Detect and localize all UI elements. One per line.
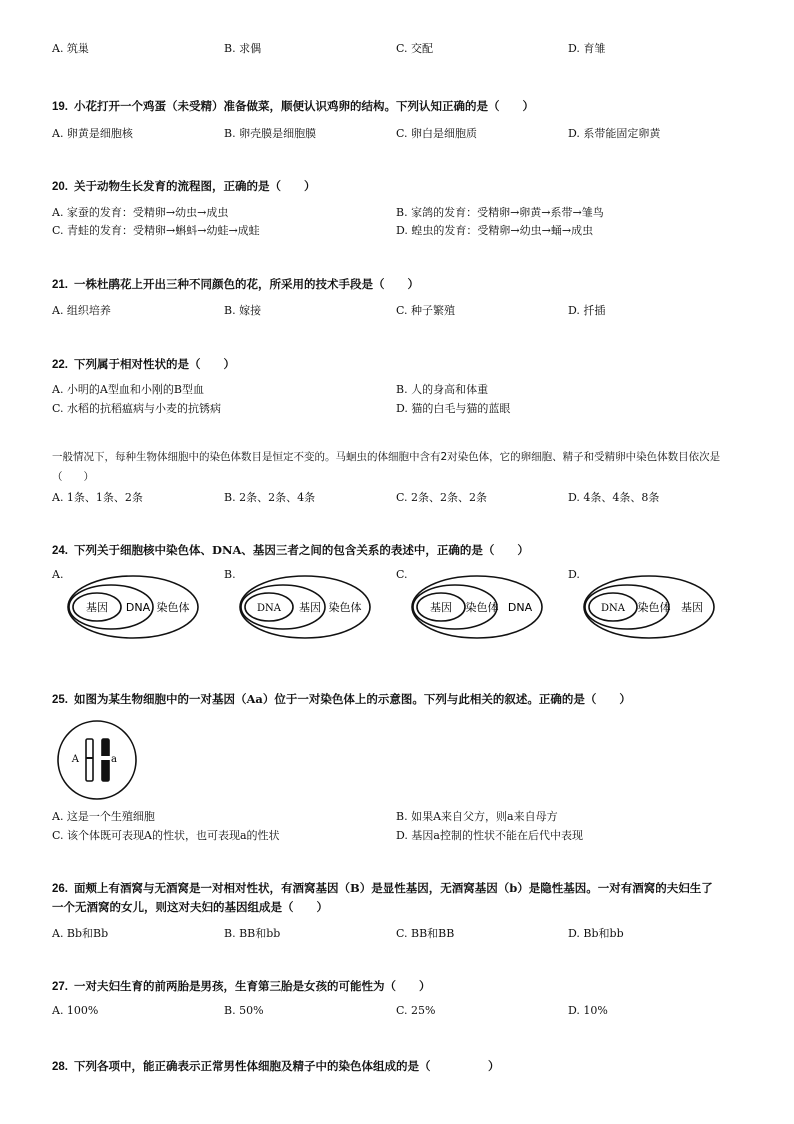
- nested-ellipse-diagram-a[interactable]: [66, 574, 200, 640]
- inner-label: 基因: [430, 601, 452, 614]
- option-b[interactable]: B. 家鸽的发育：受精卵→卵黄→系带→雏鸟: [396, 206, 604, 219]
- question-22-options-row2: [52, 400, 752, 416]
- option-b[interactable]: B. 人的身高和体重: [396, 383, 489, 396]
- inner-label: 基因: [86, 601, 108, 614]
- nested-ellipse-diagram-d[interactable]: [582, 574, 716, 640]
- question-23-stem-line2: （ ）: [52, 471, 94, 483]
- option-c[interactable]: C. 25%: [396, 1004, 436, 1017]
- option-a[interactable]: A. 家蚕的发育：受精卵→幼虫→成虫: [52, 206, 229, 219]
- option-a[interactable]: A. 卵黄是细胞核: [52, 127, 133, 140]
- question-21-stem: [52, 276, 419, 292]
- question-21-options: [52, 302, 752, 318]
- option-c[interactable]: C. 2条、2条、2条: [396, 491, 488, 504]
- option-a[interactable]: A. 1条、1条、2条: [52, 491, 143, 504]
- question-27-options: [52, 1004, 752, 1020]
- question-28-stem: [52, 1058, 500, 1074]
- option-d[interactable]: D. 系带能固定卵黄: [568, 127, 661, 140]
- question-22-stem: [52, 356, 235, 372]
- option-c[interactable]: C. 交配: [396, 42, 434, 55]
- option-a[interactable]: A. 小明的A型血和小刚的B型血: [52, 383, 204, 396]
- middle-label: DNA: [125, 601, 151, 614]
- question-23-stem-line1: 一般情况下，每种生物体细胞中的染色体数目是恒定不变的。马蛔虫的体细胞中含有2对染色体，它的卵细胞、精子和受精卵中染色体数目依次是: [52, 451, 721, 463]
- inner-label: DNA: [601, 603, 625, 614]
- question-text: 小花打开一个鸡蛋（未受精）准备做菜，顺便认识鸡卵的结构。下列认知正确的是（ ）: [74, 99, 534, 113]
- outer-label: DNA: [507, 601, 533, 614]
- question-text: 一对夫妇生育的前两胎是男孩，生育第三胎是女孩的可能性为（ ）: [74, 979, 431, 993]
- question-26-stem-line2: [52, 899, 328, 915]
- question-19-options: [52, 125, 752, 141]
- option-c[interactable]: C. 水稻的抗稻瘟病与小麦的抗锈病: [52, 402, 222, 415]
- nested-ellipse-diagram-c[interactable]: [410, 574, 544, 640]
- question-number: 20.: [52, 181, 68, 193]
- option-b[interactable]: B. 如果A来自父方，则a来自母方: [396, 810, 558, 823]
- option-b[interactable]: B. BB和bb: [224, 927, 281, 940]
- question-text: 面颊上有酒窝与无酒窝是一对相对性状，有酒窝基因（B）是显性基因，无酒窝基因（b）是隐性基因。一对有酒窝的夫妇生了: [74, 881, 713, 895]
- outer-label: 基因: [681, 601, 703, 614]
- option-b[interactable]: B. 2条、2条、4条: [224, 491, 316, 504]
- question-20-stem: [52, 178, 316, 194]
- question-number: 19.: [52, 101, 68, 113]
- option-d-letter[interactable]: D.: [568, 568, 580, 581]
- question-text: 一株杜鹃花上开出三种不同颜色的花，所采用的技术手段是（ ）: [74, 277, 419, 291]
- option-c[interactable]: C. BB和BB: [396, 927, 455, 940]
- question-number: 24.: [52, 545, 68, 557]
- question-number: 27.: [52, 981, 68, 993]
- question-text: 下列各项中，能正确表示正常男性体细胞及精子中的染色体组成的是（ ）: [74, 1059, 500, 1073]
- question-number: 25.: [52, 694, 68, 706]
- question-25-stem: [52, 691, 631, 707]
- question-23-options: [52, 489, 752, 505]
- question-number: 26.: [52, 883, 68, 895]
- question-text: 下列关于细胞核中染色体、DNA、基因三者之间的包含关系的表述中，正确的是（ ）: [74, 543, 529, 557]
- middle-label: 染色体: [637, 601, 671, 614]
- question-20-options-row1: [52, 204, 752, 220]
- question-text: 下列属于相对性状的是（ ）: [74, 357, 235, 371]
- option-a-letter[interactable]: A.: [52, 568, 64, 581]
- option-c[interactable]: C. 青蛙的发育：受精卵→蝌蚪→幼蛙→成蛙: [52, 224, 260, 237]
- question-26-stem-line1: [52, 880, 713, 896]
- question-25-options-row1: [52, 808, 752, 824]
- option-c-letter[interactable]: C.: [396, 568, 408, 581]
- option-a[interactable]: A. 这是一个生殖细胞: [52, 810, 155, 823]
- chromosome-left: [86, 739, 93, 781]
- question-24-stem: [52, 542, 529, 558]
- allele-label-a: a: [111, 754, 117, 765]
- option-c[interactable]: C. 该个体既可表现A的性状，也可表现a的性状: [52, 829, 280, 842]
- option-d[interactable]: D. 基因a控制的性状不能在后代中表现: [396, 829, 583, 842]
- gene-locus-a: [101, 756, 110, 760]
- inner-label: DNA: [257, 603, 281, 614]
- question-text: 关于动物生长发育的流程图，正确的是（ ）: [74, 179, 316, 193]
- option-c[interactable]: C. 卵白是细胞质: [396, 127, 478, 140]
- question-19-stem: [52, 98, 534, 114]
- question-number: 22.: [52, 359, 68, 371]
- question-20-options-row2: [52, 222, 752, 238]
- option-a[interactable]: A. 筑巢: [52, 42, 89, 55]
- option-b[interactable]: B. 求偶: [224, 42, 262, 55]
- cell-outline: [58, 721, 136, 799]
- top-options-row: [52, 40, 752, 56]
- option-c[interactable]: C. 种子繁殖: [396, 304, 456, 317]
- option-d[interactable]: D. 猫的白毛与猫的蓝眼: [396, 402, 511, 415]
- cell-chromosome-diagram: [56, 719, 138, 801]
- outer-label: 染色体: [156, 601, 190, 614]
- option-d[interactable]: D. 扦插: [568, 304, 606, 317]
- option-d[interactable]: D. 蝗虫的发育：受精卵→幼虫→蛹→成虫: [396, 224, 594, 237]
- option-d[interactable]: D. 育雏: [568, 42, 606, 55]
- question-number: 28.: [52, 1061, 68, 1073]
- question-22-options-row1: [52, 381, 752, 397]
- option-a[interactable]: A. Bb和Bb: [52, 927, 109, 940]
- question-text-continued: 一个无酒窝的女儿，则这对夫妇的基因组成是（ ）: [52, 900, 328, 914]
- option-d[interactable]: D. 4条、4条、8条: [568, 491, 660, 504]
- option-a[interactable]: A. 100%: [52, 1004, 99, 1017]
- outer-label: 染色体: [328, 601, 362, 614]
- question-25-options-row2: [52, 827, 752, 843]
- option-b-letter[interactable]: B.: [224, 568, 236, 581]
- middle-label: 基因: [299, 601, 321, 614]
- question-26-options: [52, 925, 752, 941]
- allele-label-A: A: [71, 754, 79, 765]
- option-b[interactable]: B. 嫁接: [224, 304, 262, 317]
- nested-ellipse-diagram-b[interactable]: [238, 574, 372, 640]
- option-b[interactable]: B. 50%: [224, 1004, 264, 1017]
- question-number: 21.: [52, 279, 68, 291]
- question-27-stem: [52, 978, 431, 994]
- option-d[interactable]: D. 10%: [568, 1004, 608, 1017]
- option-d[interactable]: D. Bb和bb: [568, 927, 624, 940]
- middle-label: 染色体: [465, 601, 499, 614]
- option-a[interactable]: A. 组织培养: [52, 304, 111, 317]
- question-text: 如图为某生物细胞中的一对基因（Aa）位于一对染色体上的示意图。下列与此相关的叙述。正确的是（ ）: [74, 692, 631, 706]
- option-b[interactable]: B. 卵壳膜是细胞膜: [224, 127, 317, 140]
